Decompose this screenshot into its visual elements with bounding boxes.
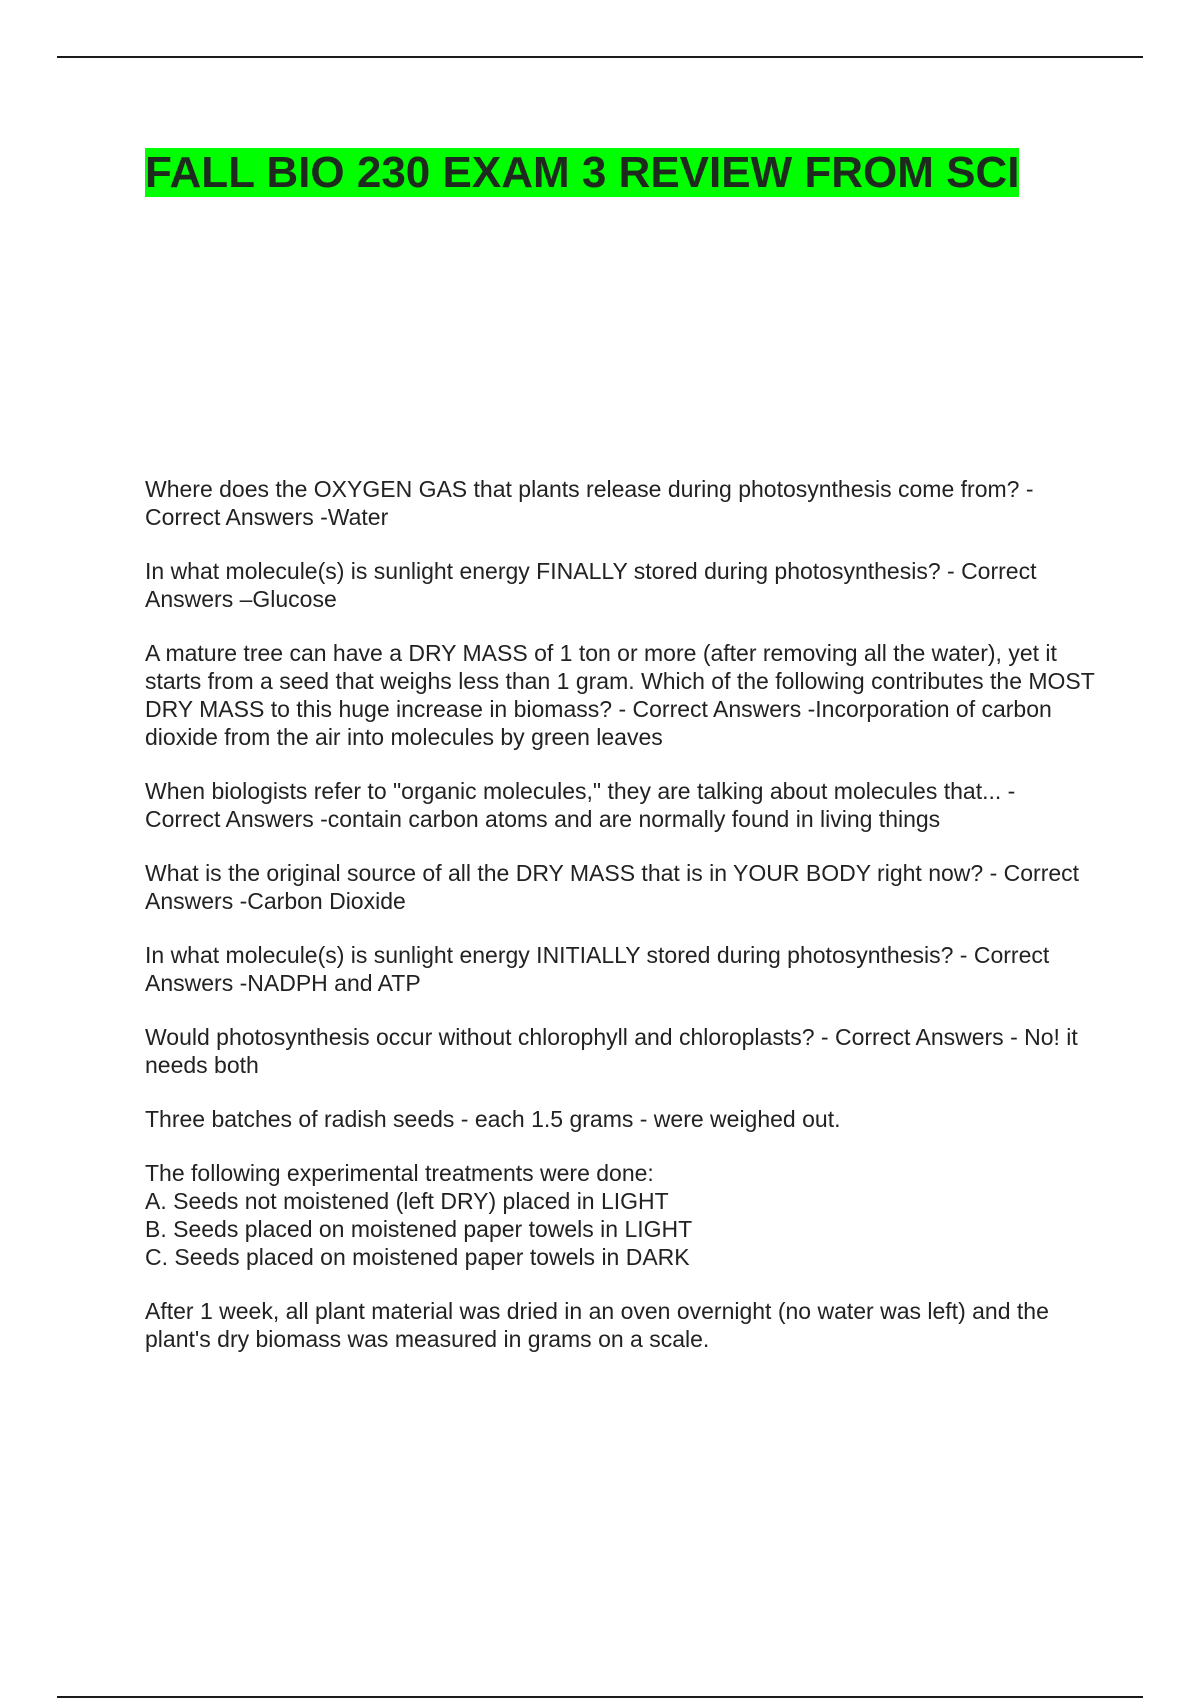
question-text: In what molecule(s) is sunlight energy INITIALLY stored during photosynthesis?: [145, 942, 954, 968]
question-text: Would photosynthesis occur without chlorophyll and chloroplasts?: [145, 1024, 815, 1050]
qa-item: [145, 859, 1095, 915]
answer-marker: - Correct Answers: [814, 1024, 1011, 1050]
answer-text: -NADPH and ATP: [239, 970, 421, 996]
qa-item: [145, 777, 1095, 833]
document-title-text: FALL BIO 230 EXAM 3 REVIEW FROM SCI: [145, 148, 1020, 197]
question-text: What is the original source of all the DRY MASS that is in YOUR BODY right now?: [145, 860, 984, 886]
treatments-heading: The following experimental treatments were done:: [145, 1160, 654, 1186]
qa-item: [145, 557, 1095, 613]
qa-item: [145, 941, 1095, 997]
question-text: When biologists refer to "organic molecules," they are talking about molecules that...: [145, 778, 1002, 804]
answer-marker: - Correct Answers: [145, 476, 1034, 530]
header-rule: [57, 56, 1143, 58]
answer-marker: - Correct Answers: [612, 696, 808, 722]
answer-marker: - Correct Answers: [145, 942, 1050, 996]
answer-text: -contain carbon atoms and are normally found in living things: [320, 806, 941, 832]
experiment-intro: Three batches of radish seeds - each 1.5 grams - were weighed out.: [145, 1106, 841, 1132]
result-paragraph: After 1 week, all plant material was dried in an oven overnight (no water was left) and the plant's dry biomass was measured in grams on a scale.: [145, 1298, 1049, 1352]
answer-text: -Water: [320, 504, 389, 530]
answer-text: –Glucose: [239, 586, 337, 612]
answer-marker: - Correct Answers: [145, 778, 1016, 832]
answer-text: -Incorporation of carbon dioxide from the air into molecules by green leaves: [145, 696, 1052, 750]
question-text: Where does the OXYGEN GAS that plants release during photosynthesis come from?: [145, 476, 1020, 502]
question-text: A mature tree can have a DRY MASS of 1 ton or more (after removing all the water), yet it starts from a seed that weighs less than 1 gram. Which of the following contributes the MOST DRY MASS to this huge increase in biomass?: [145, 640, 1095, 722]
treatment-item: A. Seeds not moistened (left DRY) placed in LIGHT: [145, 1188, 669, 1214]
answer-text: -Carbon Dioxide: [239, 888, 406, 914]
qa-item: [145, 1023, 1095, 1079]
answer-text: - No! it needs both: [145, 1024, 1078, 1078]
qa-item: [145, 475, 1095, 531]
treatments-block: [145, 1159, 1095, 1271]
footer-rule: [57, 1696, 1143, 1698]
treatment-item: C. Seeds placed on moistened paper towels in DARK: [145, 1244, 690, 1270]
question-text: In what molecule(s) is sunlight energy FINALLY stored during photosynthesis?: [145, 558, 941, 584]
document-title: [145, 145, 1045, 201]
treatment-item: B. Seeds placed on moistened paper towels in LIGHT: [145, 1216, 693, 1242]
qa-item: [145, 639, 1095, 751]
document-body: [145, 475, 1095, 1379]
answer-marker: - Correct Answers: [145, 860, 1080, 914]
answer-marker: - Correct Answers: [145, 558, 1037, 612]
